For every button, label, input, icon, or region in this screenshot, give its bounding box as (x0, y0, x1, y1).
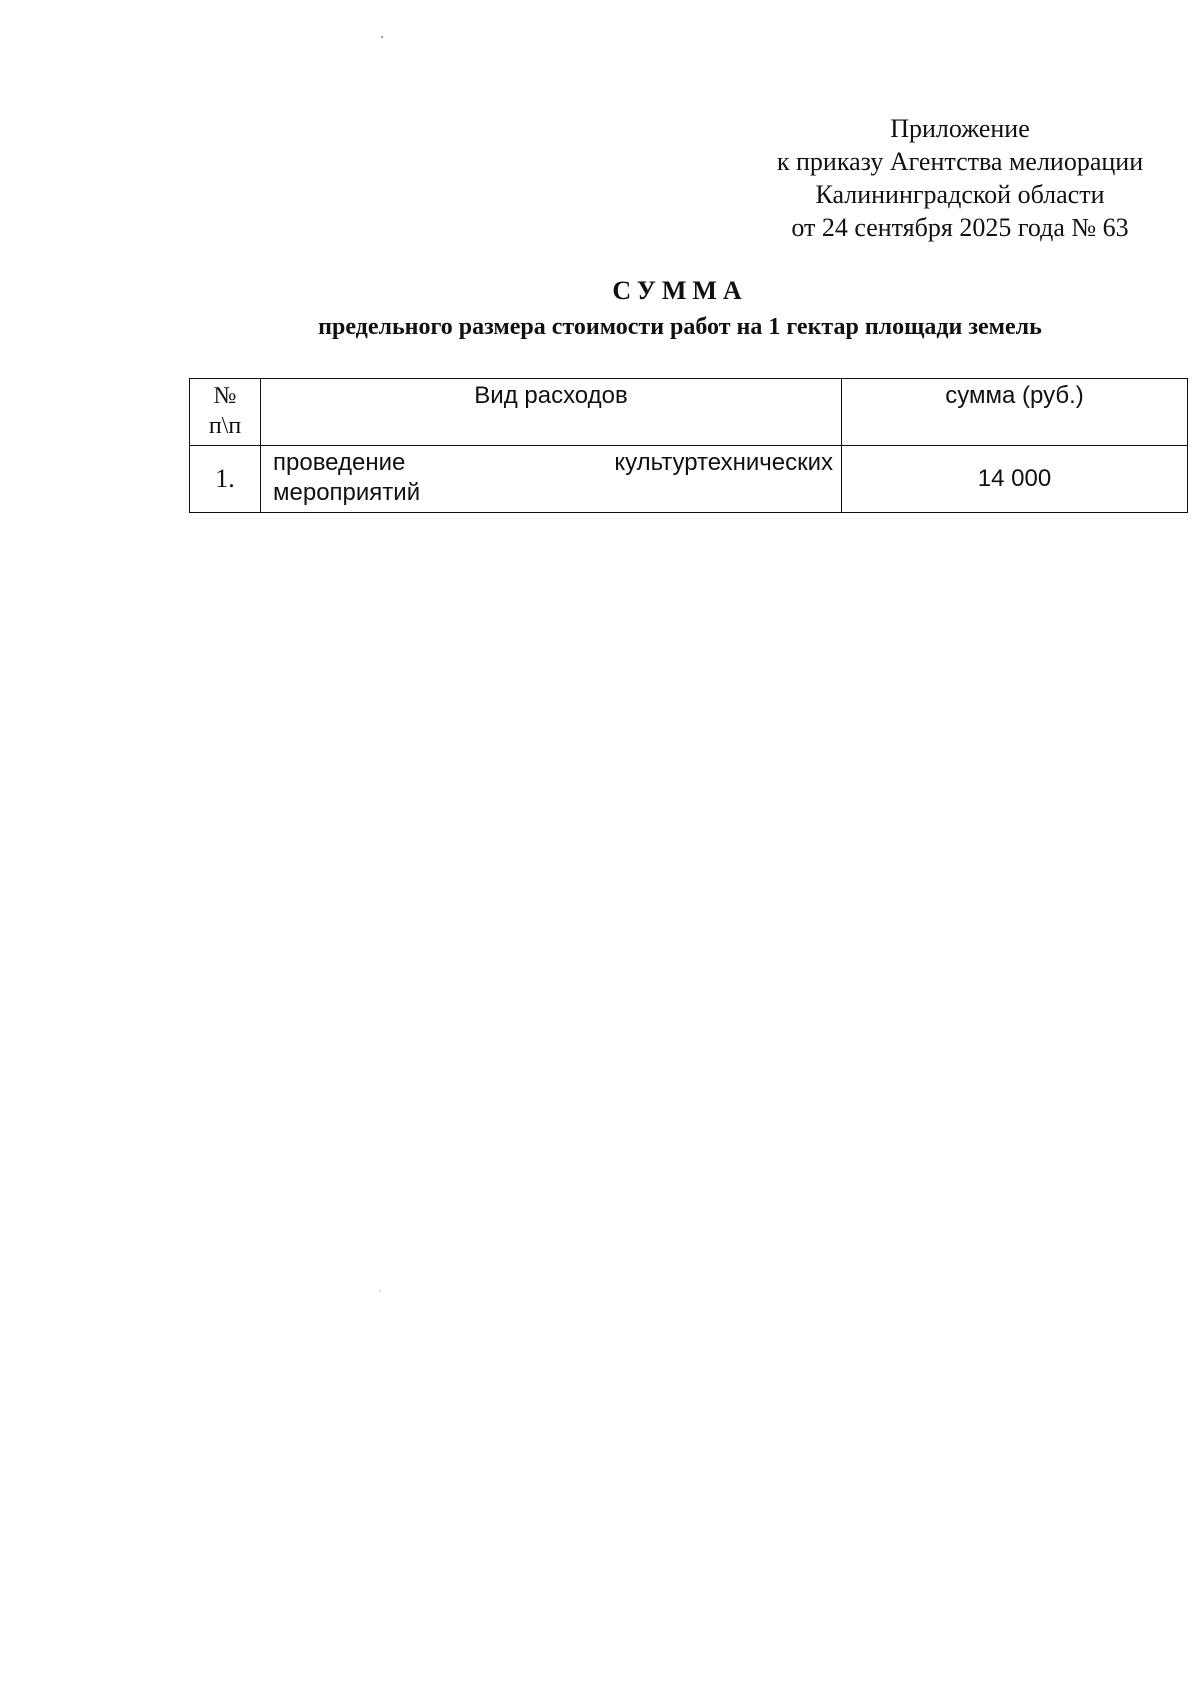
row-type-cell (261, 446, 842, 513)
document-subtitle: предельного размера стоимости работ на 1 гектар площади земель (318, 314, 1042, 340)
row-type-word: мероприятий (273, 479, 421, 506)
row-sum-cell (842, 446, 1188, 513)
header-type-label: Вид расходов (474, 382, 628, 409)
document-title: СУММА (612, 276, 748, 305)
scan-speck (381, 36, 383, 38)
appendix-date-number: от 24 сентября 2025 года № 63 (791, 213, 1129, 242)
cost-table (189, 378, 1188, 513)
row-type-word: культуртехнических (614, 449, 833, 476)
header-number-sign: № (213, 383, 237, 409)
row-number: 1. (215, 464, 235, 493)
appendix-order-ref: к приказу Агентства мелиорации (776, 147, 1144, 176)
appendix-label: Приложение (890, 114, 1030, 143)
header-sum-label: сумма (руб.) (945, 382, 1084, 409)
header-type-cell (261, 379, 842, 446)
header-number-abbrev: п\п (208, 413, 242, 439)
appendix-block (740, 112, 1180, 244)
row-sum-value: 14 000 (977, 465, 1052, 492)
row-type-word: проведение (273, 449, 406, 476)
scan-speck (379, 1290, 381, 1292)
appendix-region: Калининградской области (815, 180, 1105, 209)
row-number-cell (190, 446, 261, 513)
table-header-row (190, 379, 1188, 446)
table-row (190, 446, 1188, 513)
header-number-cell (190, 379, 261, 446)
header-sum-cell (842, 379, 1188, 446)
